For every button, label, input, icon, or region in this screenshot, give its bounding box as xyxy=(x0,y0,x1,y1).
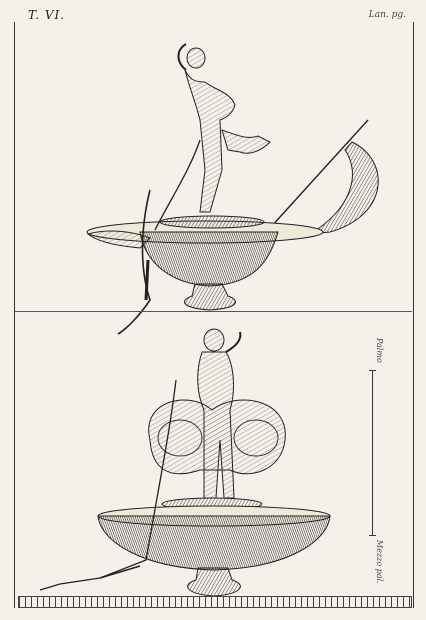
scale-bar xyxy=(372,370,373,536)
top-lamp xyxy=(87,44,378,334)
bottom-ruler xyxy=(18,596,412,608)
top-lamp-plinth xyxy=(160,216,264,228)
top-lamp-bowl xyxy=(140,232,278,286)
top-lamp-pick xyxy=(118,190,150,334)
plate-divider-line xyxy=(14,311,412,312)
page-reference: Lan. pg. xyxy=(368,10,406,20)
scale-label-top: Palmo xyxy=(375,338,384,363)
bottom-lamp-bowl xyxy=(98,516,330,570)
top-lamp-figure xyxy=(155,44,270,230)
scale-label-bottom: Mezzo pal. xyxy=(375,540,384,584)
top-lamp-foot xyxy=(185,284,236,310)
bottom-lamp-foot xyxy=(188,568,241,596)
top-lamp-handle xyxy=(310,142,378,234)
bottom-lamp xyxy=(40,329,330,596)
plate-number: T. VI. xyxy=(28,8,66,22)
